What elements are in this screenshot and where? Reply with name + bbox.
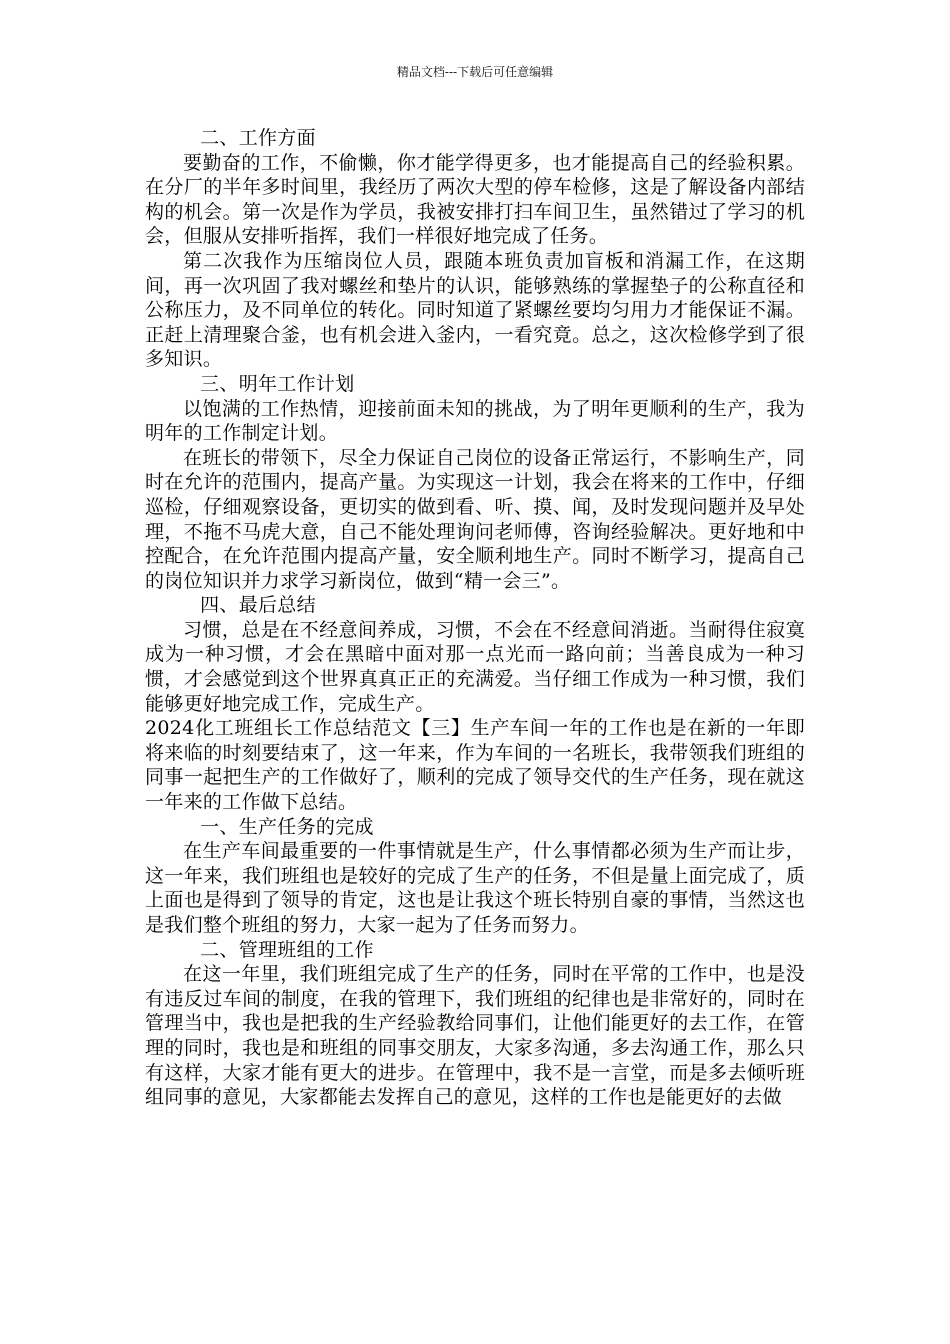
document-body [145,126,805,1110]
section-heading-production: 一、生产任务的完成 [200,815,374,838]
section-heading-summary: 四、最后总结 [200,594,316,617]
paragraph: 在生产车间最重要的一件事情就是生产，什么事情都必须为生产而让步，这一年来，我们班组也是较好的完成了生产的任务，不但是量上面完成了，质上面也是得到了领导的肯定，这也是让我这个班长特别自豪的事情，当然这也是我们整个班组的努力，大家一起为了任务而努力。 [145,840,805,936]
paragraph: 要勤奋的工作，不偷懒，你才能学得更多，也才能提高自己的经验积累。在分厂的半年多时间里，我经历了两次大型的停车检修，这是了解设备内部结构的机会。第一次是作为学员，我被安排打扫车间卫生，虽然错过了学习的机会，但服从安排听指挥，我们一样很好地完成了任务。 [145,151,805,248]
section-heading-plan: 三、明年工作计划 [200,372,355,395]
paragraph: 在这一年里，我们班组完成了生产的任务，同时在平常的工作中，也是没有违反过车间的制度，在我的管理下，我们班组的纪律也是非常好的，同时在管理当中，我也是把我的生产经验教给同事们，让他们能更好的去工作，在管理的同时，我也是和班组的同事交朋友，大家多沟通，多去沟通工作，那么只有这样，大家才能有更大的进步。在管理中，我不是一言堂，而是多去倾听班组同事的意见，大家都能去发挥自己的意见，这样的工作也是能更好的去做 [145,963,805,1109]
paragraph: 以饱满的工作热情，迎接前面未知的挑战，为了明年更顺利的生产，我为明年的工作制定计划。 [145,397,805,445]
section-heading-work: 二、工作方面 [200,127,316,149]
paragraph: 在班长的带领下，尽全力保证自己岗位的设备正常运行，不影响生产，同时在允许的范围内，提高产量。为实现这一计划，我会在将来的工作中，仔细巡检，仔细观察设备，更切实的做到看、听、摸、闻，及时发现问题并及早处理，不拖不马虎大意，自己不能处理询问老师傅，咨询经验解决。更好地和中控配合，在允许范围内提高产量，安全顺利地生产。同时不断学习，提高自己的岗位知识并力求学习新岗位，做到“精一会三”。 [145,446,805,592]
section-heading-management: 二、管理班组的工作 [200,938,374,961]
paragraph-article-title: 2024化工班组长工作总结范文【三】生产车间一年的工作也是在新的一年即将来临的时刻要结束了，这一年来，作为车间的一名班长，我带领我们班组的同事一起把生产的工作做好了，顺利的完成了领导交代的生产任务，现在就这一年来的工作做下总结。 [145,717,805,814]
page-header: 精品文档---下载后可任意编辑 [396,65,554,79]
paragraph: 习惯，总是在不经意间养成，习惯，不会在不经意间消逝。当耐得住寂寞成为一种习惯，才会在黑暗中面对那一点光而一路向前；当善良成为一种习惯，才会感觉到这个世界真真正正的充满爱。当仔细工作成为一种习惯，我们能够更好地完成工作，完成生产。 [145,618,805,715]
paragraph: 第二次我作为压缩岗位人员，跟随本班负责加盲板和消漏工作，在这期间，再一次巩固了我对螺丝和垫片的认识，能够熟练的掌握垫子的公称直径和公称压力，及不同单位的转化。同时知道了紧螺丝要均匀用力才能保证不漏。正赶上清理聚合釜，也有机会进入釜内，一看究竟。总之，这次检修学到了很多知识。 [145,249,805,371]
